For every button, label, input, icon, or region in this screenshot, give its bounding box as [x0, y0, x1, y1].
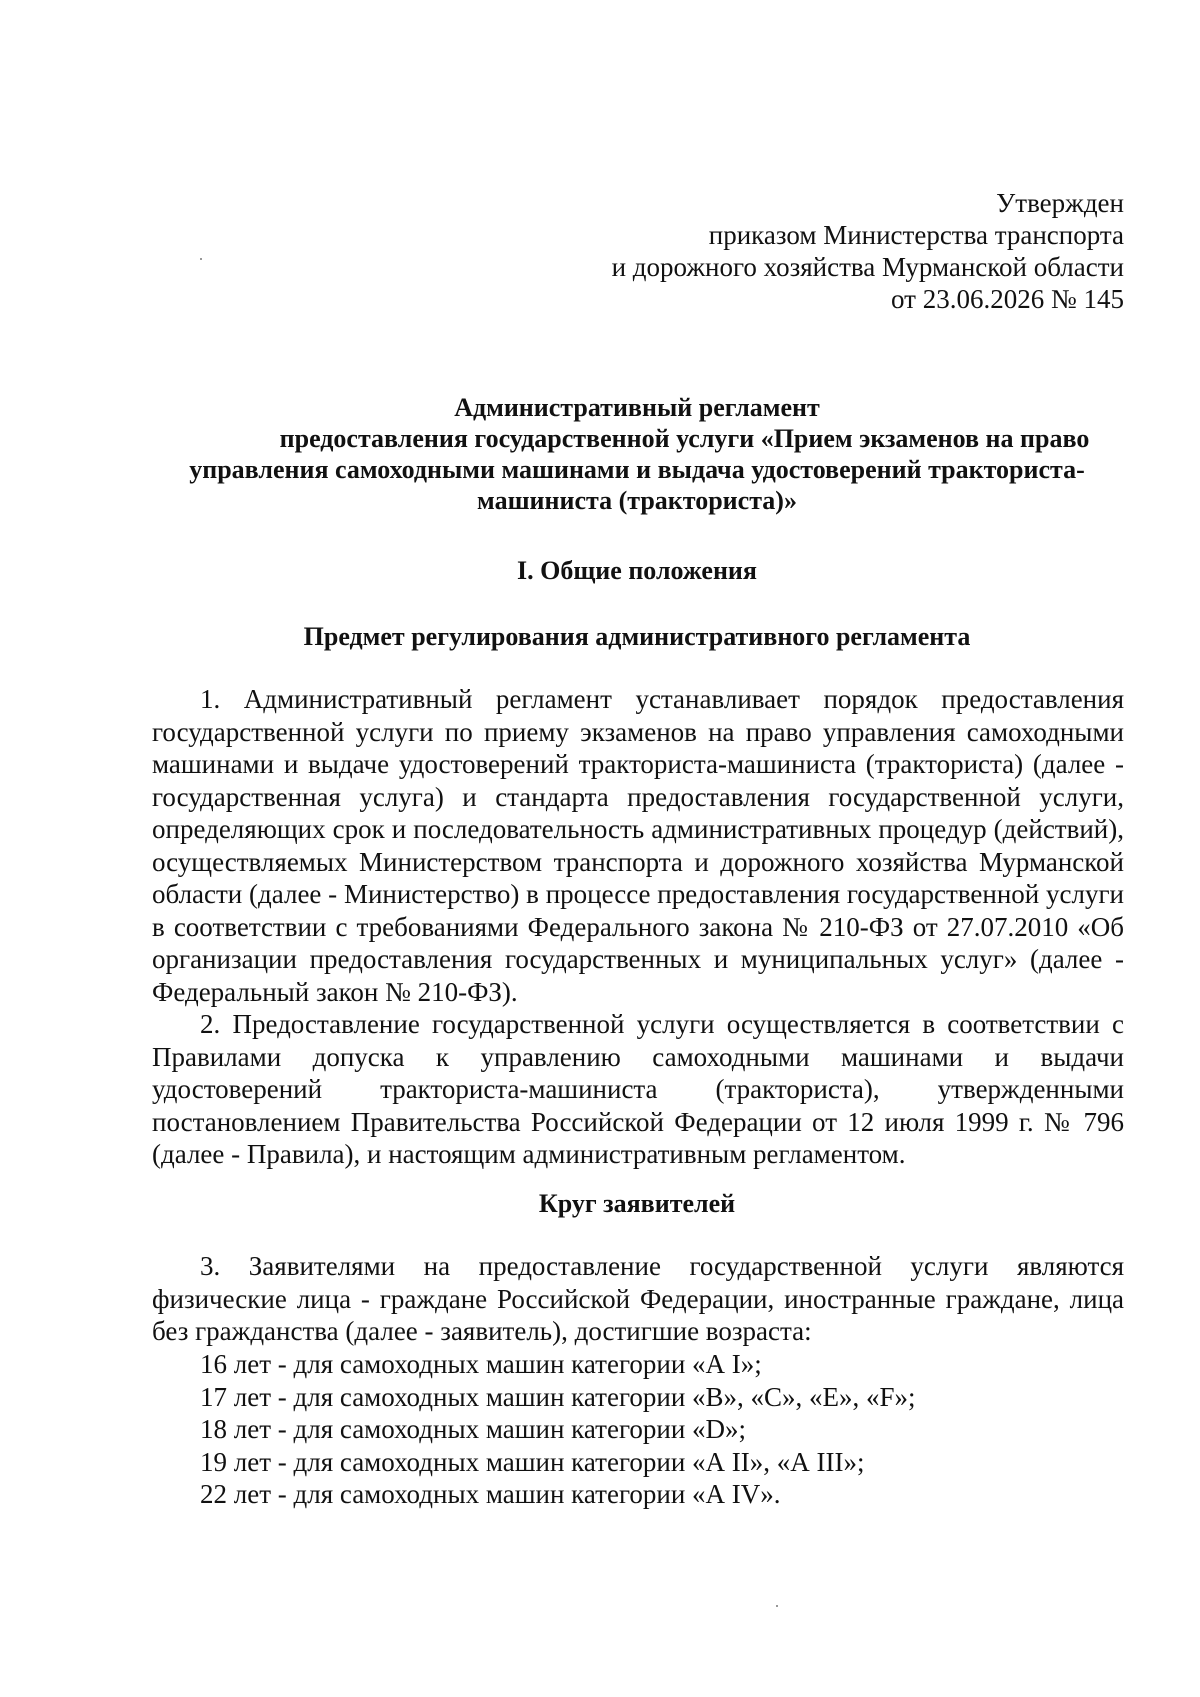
- title-line-2: предоставления государственной услуги «Прием экзаменов на право: [279, 424, 1090, 453]
- scan-speck: [776, 1605, 778, 1607]
- age-category-list: [200, 1348, 1100, 1511]
- scan-speck: [200, 258, 202, 260]
- applicants-body: [152, 1250, 1124, 1348]
- list-item: 22 лет - для самоходных машин категории «А IV».: [200, 1479, 781, 1509]
- regulation-subject-body: [152, 683, 1124, 1171]
- paragraph-3: 3. Заявителями на предоставление государственной услуги являются физические лица - граждане Российской Федерации, иностранные граждане, лица без гражданства (далее - заявитель), достигшие возраста:: [152, 1251, 1124, 1346]
- list-item: 16 лет - для самоходных машин категории «А I»;: [200, 1349, 762, 1379]
- section-heading-general: I. Общие положения: [517, 556, 757, 585]
- approval-line-date-number: от 23.06.2026 № 145: [891, 284, 1124, 314]
- paragraph-1: 1. Административный регламент устанавливает порядок предоставления государственной услуги по приему экзаменов на право управления самоходными машинами и выдаче удостоверений тракториста-машиниста (тракториста) (далее - государственная услуга) и стандарта предоставления государственной услуги, определяющих срок и последовательность административных процедур (действий), осуществляемых Министерством транспорта и дорожного хозяйства Мурманской области (далее - Министерство) в процессе предоставления государственной услуги в соответствии с требованиями Федерального закона № 210-ФЗ от 27.07.2010 «Об организации предоставления государственных и муниципальных услуг» (далее - Федеральный закон № 210-ФЗ).: [152, 684, 1124, 1007]
- approval-line-order: приказом Министерства транспорта: [708, 220, 1124, 250]
- title-line-3: управления самоходными машинами и выдача удостоверений тракториста-: [189, 455, 1085, 484]
- approval-stamp: [560, 187, 1124, 315]
- document-title: [150, 392, 1124, 516]
- list-item: 17 лет - для самоходных машин категории «В», «С», «Е», «F»;: [200, 1381, 916, 1412]
- approval-line-ministry: и дорожного хозяйства Мурманской области: [611, 252, 1124, 282]
- paragraph-2: 2. Предоставление государственной услуги осуществляется в соответствии с Правилами допуска к управлению самоходными машинами и выдачи удостоверений тракториста-машиниста (тракториста), утвержденными постановлением Правительства Российской Федерации от 12 июля 1999 г. № 796 (далее - Правила), и настоящим административным регламентом.: [152, 1009, 1124, 1169]
- subheading-applicants: Круг заявителей: [538, 1189, 736, 1218]
- title-line-4: машиниста (тракториста)»: [477, 486, 797, 515]
- title-line-1: Административный регламент: [454, 393, 820, 422]
- subheading-regulation-subject: Предмет регулирования административного регламента: [303, 622, 971, 651]
- approval-line-approved: Утвержден: [996, 188, 1124, 218]
- list-item: 19 лет - для самоходных машин категории «А II», «А III»;: [200, 1446, 865, 1477]
- list-item: 18 лет - для самоходных машин категории «D»;: [200, 1414, 747, 1444]
